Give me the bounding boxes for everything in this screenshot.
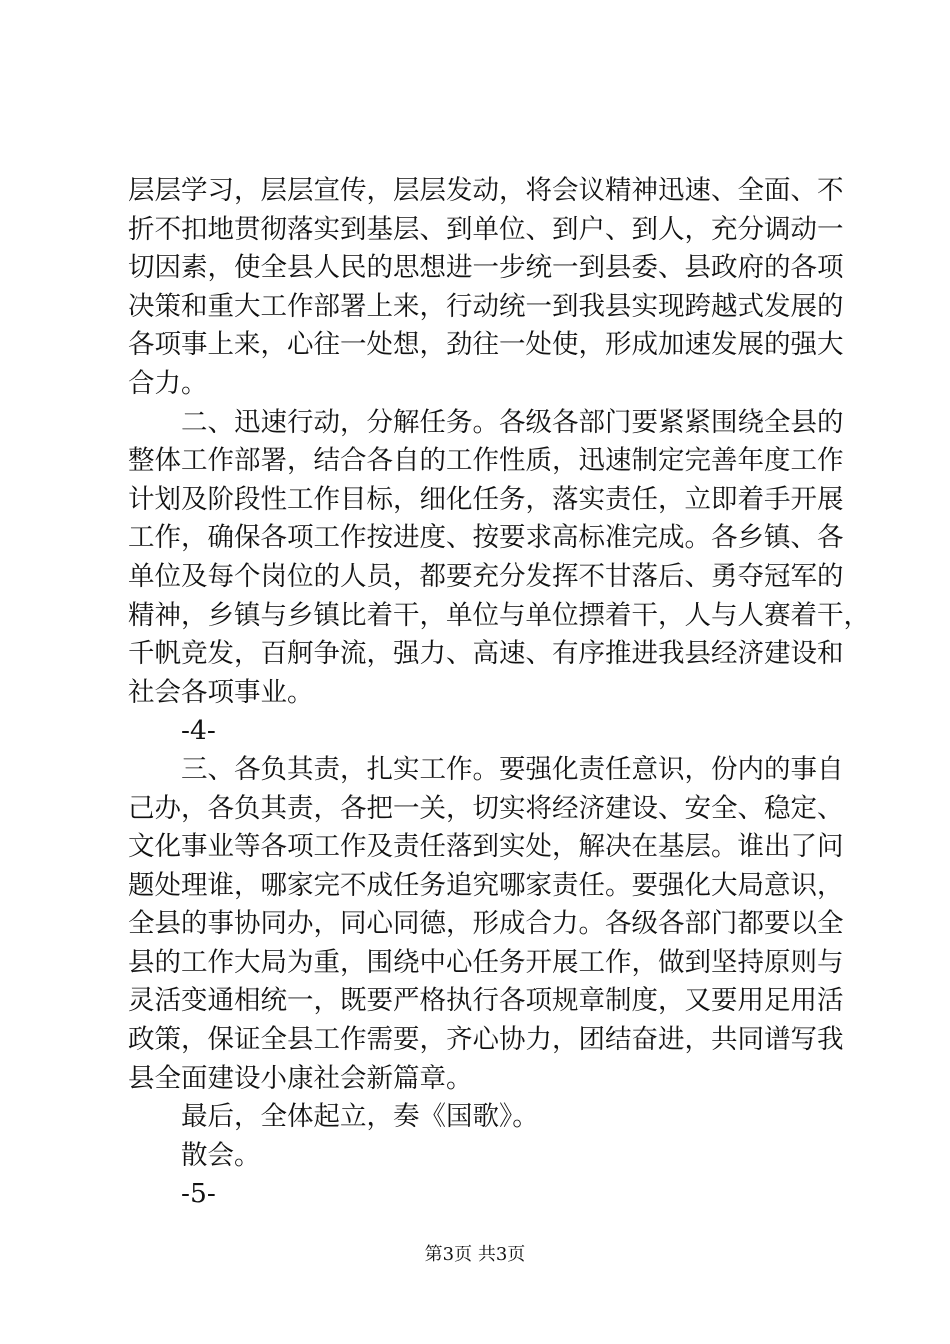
- text-line: -5-: [181, 1178, 216, 1210]
- text-line: 整体工作部署，结合各自的工作性质，迅速制定完善年度工作: [128, 445, 844, 477]
- text-line: 折不扣地贯彻落实到基层、到单位、到户、到人，充分调动一: [128, 213, 844, 245]
- text-line: 灵活变通相统一，既要严格执行各项规章制度，又要用足用活: [128, 985, 844, 1017]
- text-line: 单位及每个岗位的人员，都要充分发挥不甘落后、勇夺冠军的: [128, 560, 844, 592]
- text-line: 切因素，使全县人民的思想进一步统一到县委、县政府的各项: [128, 252, 844, 284]
- text-line: -4-: [181, 715, 216, 747]
- text-line: 县的工作大局为重，围绕中心任务开展工作，做到坚持原则与: [128, 946, 844, 978]
- text-line: 散会。: [181, 1139, 261, 1171]
- text-line: 合力。: [128, 367, 208, 399]
- page-footer: 第3页 共3页: [424, 1244, 526, 1265]
- text-line: 千帆竞发，百舸争流，强力、高速、有序推进我县经济建设和: [128, 638, 844, 670]
- text-line: 全县的事协同办，同心同德，形成合力。各级各部门都要以全: [128, 908, 844, 940]
- text-line: 计划及阶段性工作目标，细化任务，落实责任，立即着手开展: [128, 483, 844, 515]
- text-line: 二、迅速行动，分解任务。各级各部门要紧紧围绕全县的: [181, 406, 844, 438]
- text-line: 县全面建设小康社会新篇章。: [128, 1062, 473, 1094]
- text-line: 文化事业等各项工作及责任落到实处，解决在基层。谁出了问: [128, 831, 844, 863]
- text-line: 己办，各负其责，各把一关，切实将经济建设、安全、稳定、: [128, 792, 844, 824]
- text-line: 各项事上来，心往一处想，劲往一处使，形成加速发展的强大: [128, 329, 844, 361]
- text-line: 决策和重大工作部署上来，行动统一到我县实现跨越式发展的: [128, 290, 844, 322]
- document-body: [128, 172, 870, 1214]
- text-line: 最后，全体起立，奏《国歌》。: [181, 1101, 539, 1133]
- text-line: 精神，乡镇与乡镇比着干，单位与单位摽着干，人与人赛着干，: [128, 599, 870, 631]
- text-line: 工作，确保各项工作按进度、按要求高标准完成。各乡镇、各: [128, 522, 844, 554]
- text-line: 题处理谁，哪家完不成任务追究哪家责任。要强化大局意识，: [128, 869, 844, 901]
- text-line: 政策，保证全县工作需要，齐心协力，团结奋进，共同谱写我: [128, 1024, 844, 1056]
- text-line: 社会各项事业。: [128, 676, 314, 708]
- text-line: 三、各负其责，扎实工作。要强化责任意识，份内的事自: [181, 753, 844, 785]
- text-line: 层层学习，层层宣传，层层发动，将会议精神迅速、全面、不: [128, 175, 844, 206]
